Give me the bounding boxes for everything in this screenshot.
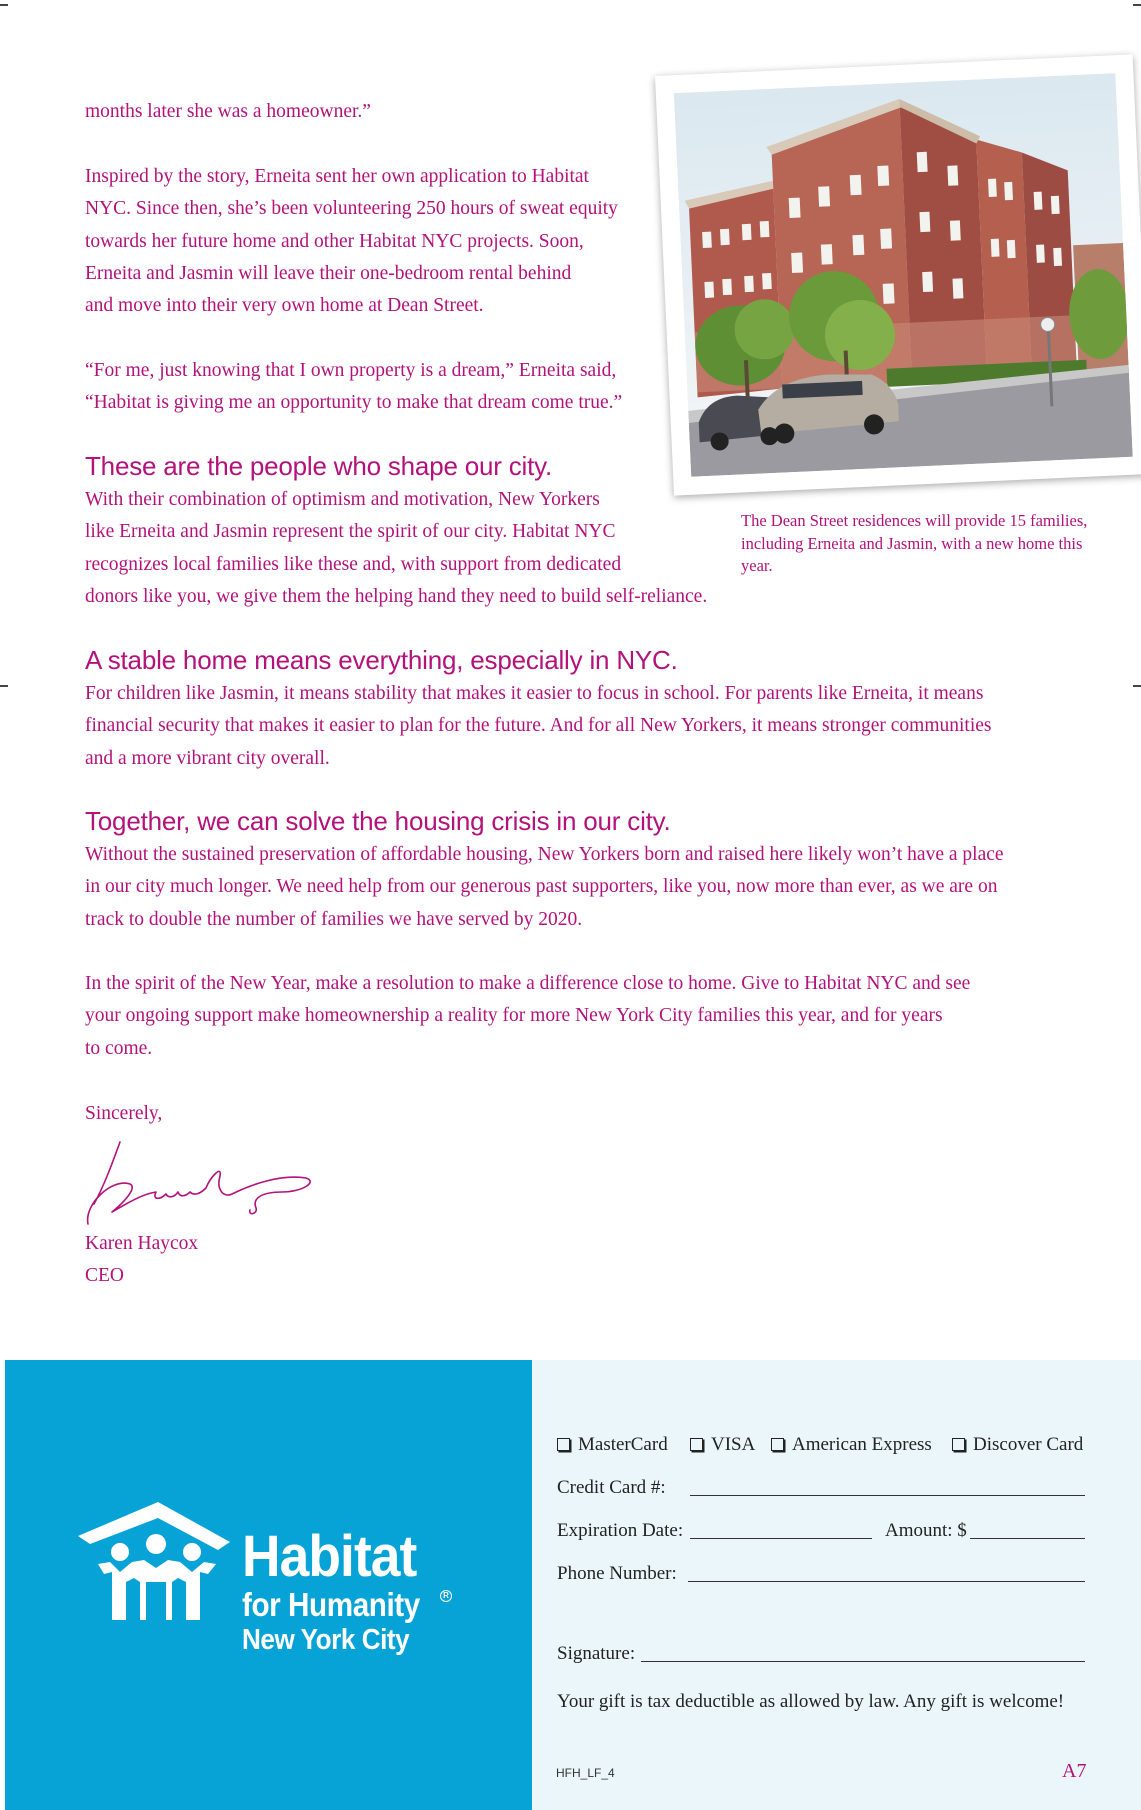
text-line: Inspired by the story, Erneita sent her own application to Habitat: [85, 166, 589, 187]
card-option-visa[interactable]: [690, 1434, 755, 1456]
letter-paragraph-quote: [85, 355, 622, 420]
card-option-label: American Express: [792, 1434, 932, 1455]
credit-card-field[interactable]: [690, 1495, 1085, 1496]
text-line: “For me, just knowing that I own property is a dream,” Erneita said,: [85, 360, 617, 381]
crop-mark: [1133, 685, 1141, 687]
crop-mark: [1133, 4, 1141, 6]
letter-paragraph-new-year: [85, 968, 970, 1065]
signature-image: [82, 1134, 322, 1235]
checkbox-icon[interactable]: [690, 1438, 703, 1451]
checkbox-icon[interactable]: [771, 1438, 784, 1451]
section-heading-people: These are the people who shape our city.: [85, 451, 553, 481]
card-option-label: MasterCard: [578, 1434, 668, 1455]
text-line: With their combination of optimism and motivation, New Yorkers: [85, 489, 600, 510]
signature-label: Signature:: [557, 1643, 636, 1664]
photo-caption: [741, 510, 1121, 578]
expiration-date-field[interactable]: [690, 1538, 872, 1539]
form-code: HFH_LF_4: [556, 1766, 615, 1780]
signer-name: Karen Haycox: [85, 1233, 199, 1254]
text-line: “Habitat is giving me an opportunity to make that dream come true.”: [85, 392, 623, 414]
text-line: towards her future home and other Habitat NYC projects. Soon,: [85, 230, 584, 252]
caption-line: including Erneita and Jasmin, with a new home this: [741, 533, 1083, 553]
text-line: and a more vibrant city overall.: [85, 747, 330, 769]
checkbox-icon[interactable]: [952, 1438, 965, 1451]
credit-card-label: Credit Card #:: [557, 1477, 666, 1498]
text-line: Without the sustained preservation of affordable housing, New Yorkers born and raised here likely won’t have a place: [85, 844, 1004, 865]
habitat-logo-icon: [78, 1502, 230, 1629]
text-line: financial security that makes it easier to plan for the future. And for all New Yorkers, it means stronger communities: [85, 715, 992, 737]
phone-number-label: Phone Number:: [557, 1563, 677, 1584]
card-option-label: Discover Card: [973, 1434, 1084, 1455]
text-line: track to double the number of families we have served by 2020.: [85, 908, 583, 930]
building-photo: [655, 54, 1141, 495]
caption-line: year.: [741, 556, 773, 575]
crop-mark: [0, 685, 8, 687]
amount-field[interactable]: [970, 1538, 1085, 1539]
tax-deductible-note: Your gift is tax deductible as allowed by law. Any gift is welcome!: [557, 1691, 1065, 1712]
card-option-american-express[interactable]: [771, 1434, 932, 1456]
signature-field[interactable]: [641, 1661, 1085, 1662]
text-line: in our city much longer. We need help from our generous past supporters, like you, now more than ever, as we are on: [85, 876, 998, 898]
letter-paragraph-housing-crisis: [85, 839, 1004, 936]
text-line: For children like Jasmin, it means stability that makes it easier to focus in school. For parents like Erneita, it means: [85, 683, 984, 704]
registered-mark-icon: R: [440, 1590, 452, 1602]
card-option-discover[interactable]: [952, 1434, 1083, 1456]
crop-mark: [0, 4, 8, 6]
text-line: to come.: [85, 1037, 153, 1059]
section-heading-stable-home: A stable home means everything, especially in NYC.: [85, 645, 678, 675]
text-line: and move into their very own home at Dean Street.: [85, 295, 484, 317]
card-option-mastercard[interactable]: [557, 1434, 668, 1456]
text-line: NYC. Since then, she’s been volunteering 250 hours of sweat equity: [85, 198, 618, 220]
page-number: A7: [1062, 1760, 1087, 1782]
signer-title: CEO: [85, 1265, 124, 1286]
card-option-label: VISA: [711, 1434, 756, 1455]
caption-line: The Dean Street residences will provide 15 families,: [741, 511, 1088, 530]
text-line: donors like you, we give them the helping hand they need to build self-reliance.: [85, 585, 708, 607]
expiration-date-label: Expiration Date:: [557, 1520, 684, 1541]
logo-wordmark-new-york-city: New York City: [242, 1624, 410, 1656]
letter-paragraph-inspired: [85, 161, 618, 322]
text-line: Erneita and Jasmin will leave their one-bedroom rental behind: [85, 262, 572, 284]
section-heading-housing-crisis: Together, we can solve the housing crisis in our city.: [85, 806, 671, 836]
closing: Sincerely,: [85, 1103, 163, 1124]
logo-wordmark-for-humanity: for Humanity: [242, 1586, 420, 1623]
letter-paragraph-people: [85, 484, 707, 613]
text-line: your ongoing support make homeownership a reality for more New York City families this year, and for years: [85, 1005, 943, 1027]
amount-label: Amount: $: [885, 1520, 967, 1541]
checkbox-icon[interactable]: [557, 1438, 570, 1451]
text-line: like Erneita and Jasmin represent the spirit of our city. Habitat NYC: [85, 521, 616, 543]
letter-paragraph-continued: [85, 96, 371, 128]
phone-number-field[interactable]: [688, 1581, 1085, 1582]
logo-wordmark-habitat: Habitat: [242, 1524, 417, 1589]
donation-form-panel: [532, 1360, 1141, 1810]
text-line: In the spirit of the New Year, make a resolution to make a difference close to home. Give to Habitat NYC and see: [85, 973, 971, 994]
text-line: months later she was a homeowner.”: [85, 101, 371, 122]
text-line: recognizes local families like these and, with support from dedicated: [85, 553, 622, 575]
letter-paragraph-stable-home: [85, 678, 992, 775]
